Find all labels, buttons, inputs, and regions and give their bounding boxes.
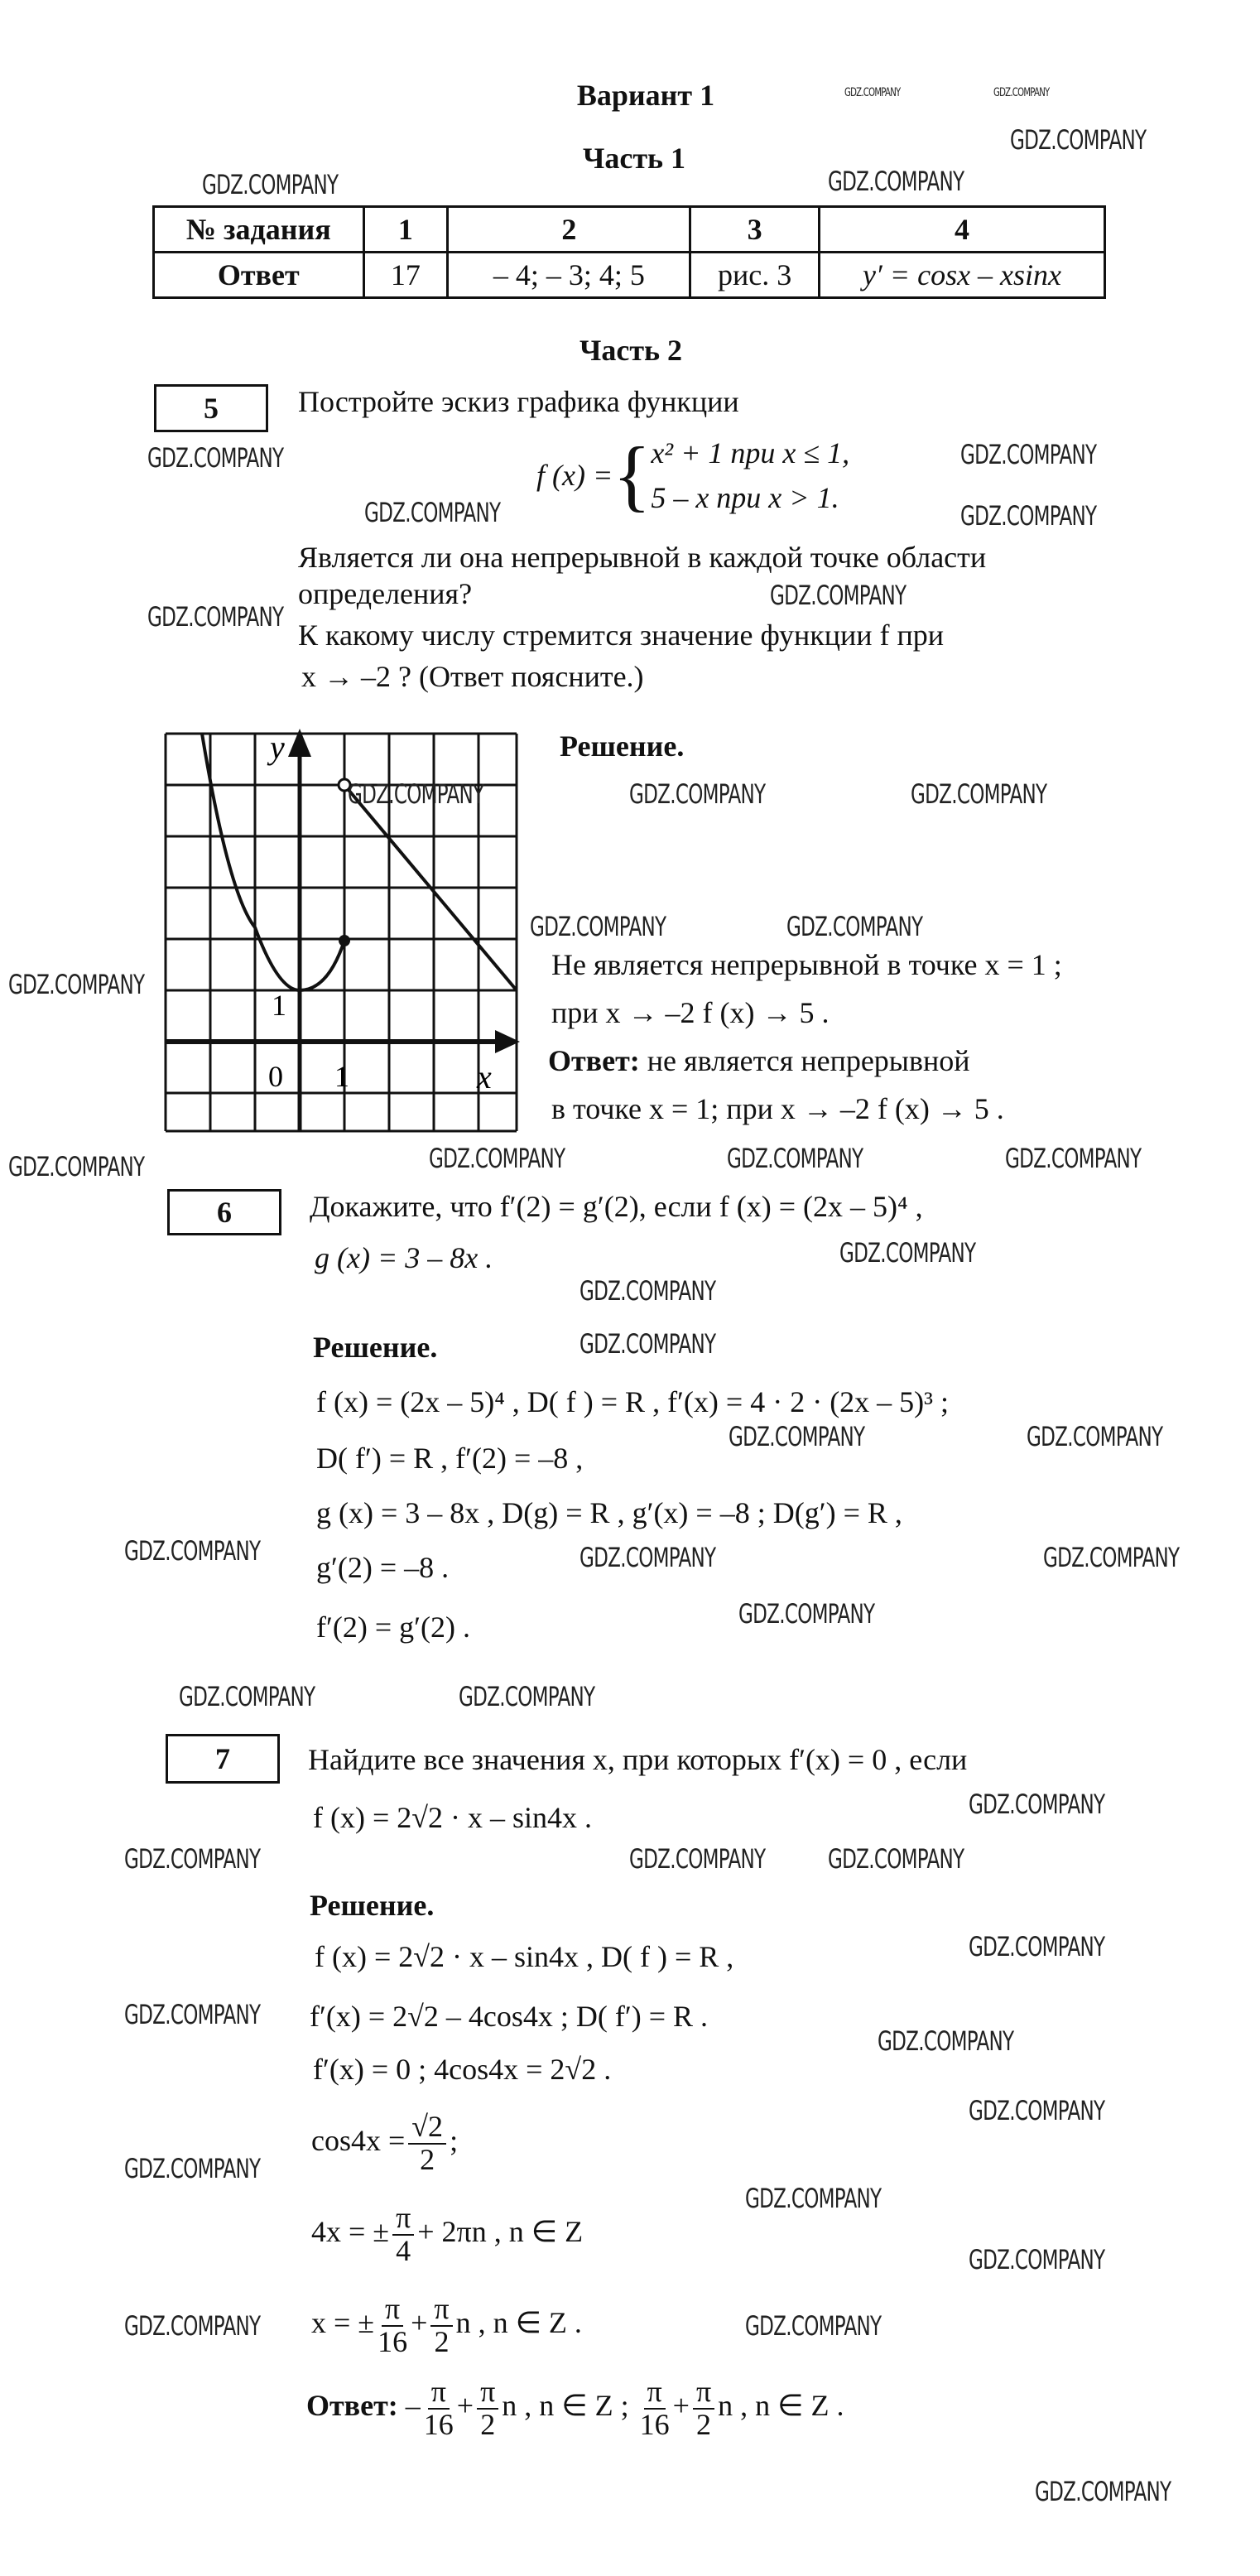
fraction xyxy=(430,2294,452,2358)
numerator: π xyxy=(382,2294,403,2327)
line5-rhs: + 2πn , n ∈ Z xyxy=(417,2215,584,2249)
answers-table xyxy=(152,205,1106,299)
watermark: GDZ.COMPANY xyxy=(1035,2476,1171,2507)
plus: + xyxy=(672,2389,690,2423)
numerator: π xyxy=(693,2376,714,2410)
table-cell: Ответ xyxy=(154,253,364,298)
watermark: GDZ.COMPANY xyxy=(364,497,501,528)
watermark: GDZ.COMPANY xyxy=(960,500,1097,532)
brace: { xyxy=(613,431,652,519)
task6-prompt-2: g (x) = 3 – 8x . xyxy=(315,1241,493,1274)
numerator: π xyxy=(644,2376,666,2410)
task7-prompt-2: f (x) = 2√2 · x – sin4x . xyxy=(313,1801,593,1834)
watermark: GDZ.COMPANY xyxy=(629,1843,766,1875)
cos-lhs: cos4x = xyxy=(311,2124,406,2158)
case-2: 5 – x при x > 1. xyxy=(651,481,839,514)
watermark: GDZ.COMPANY xyxy=(727,1143,863,1174)
fraction xyxy=(408,2111,446,2176)
watermark: GDZ.COMPANY xyxy=(147,442,284,474)
task6-line-4: g′(2) = –8 . xyxy=(316,1551,450,1584)
watermark: GDZ.COMPANY xyxy=(969,2095,1105,2126)
fraction xyxy=(477,2376,498,2441)
task7-line-2: f′(x) = 2√2 – 4cos4x ; D( f′) = R . xyxy=(310,2000,709,2033)
table-cell: рис. 3 xyxy=(690,253,820,298)
numerator: π xyxy=(428,2376,450,2410)
denominator: 4 xyxy=(396,2233,411,2267)
denominator: 2 xyxy=(420,2142,435,2176)
task7-prompt: Найдите все значения x, при которых f′(x) = 0 , если xyxy=(308,1743,968,1776)
numerator: π xyxy=(392,2203,414,2236)
table-cell: y′ = cosx – xsinx xyxy=(819,253,1104,298)
x-label: x xyxy=(477,1058,492,1095)
answer-part-2: n , n ∈ Z . xyxy=(718,2389,844,2423)
watermark: GDZ.COMPANY xyxy=(960,439,1097,470)
line6-lhs: x = ± xyxy=(311,2306,375,2340)
table-cell: 2 xyxy=(448,207,690,253)
task7-line-3: f′(x) = 0 ; 4cos4x = 2√2 . xyxy=(313,2053,612,2086)
origin-label: 0 xyxy=(268,1060,283,1093)
task5-question-1: Является ли она непрерывной в каждой точке области xyxy=(298,541,987,574)
variant-title: Вариант 1 xyxy=(576,79,715,112)
task6-solution-title: Решение. xyxy=(313,1331,438,1364)
task7-line-4 xyxy=(311,2111,458,2176)
fraction xyxy=(693,2376,714,2441)
numerator: π xyxy=(430,2294,452,2327)
minus: – xyxy=(405,2389,421,2423)
denominator: 16 xyxy=(378,2324,408,2358)
task6-line-5: f′(2) = g′(2) . xyxy=(316,1611,470,1644)
watermark: GDZ.COMPANY xyxy=(770,580,907,611)
y-one-label: 1 xyxy=(272,989,286,1022)
denominator: 16 xyxy=(639,2407,670,2441)
answer-part-1: n , n ∈ Z ; xyxy=(502,2389,629,2423)
table-cell: 1 xyxy=(363,207,448,253)
table-cell: – 4; – 3; 4; 5 xyxy=(448,253,690,298)
watermark: GDZ.COMPANY xyxy=(179,1681,315,1712)
task5-solution-title: Решение. xyxy=(560,729,685,763)
watermark: GDZ.COMPANY xyxy=(969,1931,1105,1962)
fraction xyxy=(424,2376,454,2441)
fraction xyxy=(392,2203,414,2267)
table-cell: № задания xyxy=(154,207,364,253)
table-cell: 17 xyxy=(363,253,448,298)
task7-answer xyxy=(306,2376,844,2441)
task7-number: 7 xyxy=(166,1734,280,1784)
watermark: GDZ.COMPANY xyxy=(124,2153,261,2184)
case-1: x² + 1 при x ≤ 1, xyxy=(651,436,850,469)
watermark: GDZ.COMPANY xyxy=(969,2244,1105,2275)
watermark: GDZ.COMPANY xyxy=(429,1143,565,1174)
watermark: GDZ.COMPANY xyxy=(844,86,901,99)
function-lhs: f (x) = xyxy=(536,459,613,492)
watermark: GDZ.COMPANY xyxy=(745,2183,882,2214)
parabola-curve xyxy=(202,734,344,990)
watermark: GDZ.COMPANY xyxy=(828,166,964,197)
task6-line-2: D( f′) = R , f′(2) = –8 , xyxy=(316,1442,584,1475)
table-header-row xyxy=(154,207,1105,253)
x-one-label: 1 xyxy=(334,1060,349,1093)
denominator: 2 xyxy=(434,2324,450,2358)
task5-question-2: определения? xyxy=(298,577,473,610)
line5-lhs: 4x = ± xyxy=(311,2215,390,2249)
watermark: GDZ.COMPANY xyxy=(124,1999,261,2030)
task6-line-3: g (x) = 3 – 8x , D(g) = R , g′(x) = –8 ; D(g′) = R , xyxy=(316,1496,902,1529)
part2-title: Часть 2 xyxy=(579,334,683,367)
table-row xyxy=(154,253,1105,298)
task5-solution-line-1: Не является непрерывной в точке x = 1 ; xyxy=(551,948,1062,981)
watermark: GDZ.COMPANY xyxy=(124,2310,261,2342)
task7-line-5 xyxy=(311,2203,583,2267)
watermark: GDZ.COMPANY xyxy=(911,778,1047,810)
table-cell: 3 xyxy=(690,207,820,253)
line6-rhs: n , n ∈ Z . xyxy=(455,2306,582,2340)
watermark: GDZ.COMPANY xyxy=(629,778,766,810)
task5-function xyxy=(536,431,849,520)
watermark: GDZ.COMPANY xyxy=(878,2025,1014,2057)
answer-text: не является непрерывной xyxy=(639,1044,970,1077)
task5-question-3: К какому числу стремится значение функции f при xyxy=(298,619,945,652)
watermark: GDZ.COMPANY xyxy=(1010,124,1147,156)
closed-point xyxy=(339,935,350,946)
watermark: GDZ.COMPANY xyxy=(786,911,923,942)
watermark: GDZ.COMPANY xyxy=(530,911,666,942)
task7-line-6 xyxy=(311,2294,582,2358)
denominator: 2 xyxy=(696,2407,712,2441)
part1-title: Часть 1 xyxy=(582,142,686,175)
watermark: GDZ.COMPANY xyxy=(8,969,145,1000)
task6-number: 6 xyxy=(167,1189,281,1235)
answer-label: Ответ: xyxy=(548,1044,640,1077)
watermark: GDZ.COMPANY xyxy=(993,86,1050,99)
watermark: GDZ.COMPANY xyxy=(1005,1143,1142,1174)
plus: + xyxy=(411,2306,428,2340)
y-label: y xyxy=(270,729,285,766)
watermark: GDZ.COMPANY xyxy=(729,1421,865,1452)
fraction xyxy=(378,2294,407,2358)
watermark: GDZ.COMPANY xyxy=(580,1542,716,1573)
watermark: GDZ.COMPANY xyxy=(580,1328,716,1360)
cos-end: ; xyxy=(450,2124,459,2158)
watermark: GDZ.COMPANY xyxy=(839,1237,976,1269)
answer-label: Ответ: xyxy=(306,2389,398,2423)
watermark: GDZ.COMPANY xyxy=(124,1843,261,1875)
numerator: π xyxy=(477,2376,498,2410)
watermark: GDZ.COMPANY xyxy=(124,1535,261,1567)
task7-solution-title: Решение. xyxy=(310,1889,435,1922)
task5-prompt: Постройте эскиз графика функции xyxy=(298,385,739,418)
watermark: GDZ.COMPANY xyxy=(459,1681,595,1712)
watermark: GDZ.COMPANY xyxy=(828,1843,964,1875)
watermark: GDZ.COMPANY xyxy=(348,778,484,810)
plus: + xyxy=(456,2389,474,2423)
task5-answer xyxy=(548,1043,970,1078)
watermark: GDZ.COMPANY xyxy=(202,169,339,200)
watermark: GDZ.COMPANY xyxy=(8,1151,145,1182)
task5-number: 5 xyxy=(154,384,268,432)
task5-question-4: x → –2 ? (Ответ поясните.) xyxy=(301,660,644,693)
table-cell: 4 xyxy=(819,207,1104,253)
task7-line-1: f (x) = 2√2 · x – sin4x , D( f ) = R , xyxy=(315,1940,734,1973)
task5-solution-line-2: при x → –2 f (x) → 5 . xyxy=(551,996,830,1029)
watermark: GDZ.COMPANY xyxy=(1043,1542,1180,1573)
watermark: GDZ.COMPANY xyxy=(580,1275,716,1307)
denominator: 2 xyxy=(480,2407,496,2441)
fraction xyxy=(640,2376,670,2441)
watermark: GDZ.COMPANY xyxy=(969,1789,1105,1820)
task6-prompt: Докажите, что f′(2) = g′(2), если f (x) = (2x – 5)⁴ , xyxy=(310,1190,923,1223)
task5-answer-line-2: в точке x = 1; при x → –2 f (x) → 5 . xyxy=(551,1092,1004,1125)
watermark: GDZ.COMPANY xyxy=(1027,1421,1163,1452)
task6-line-1: f (x) = (2x – 5)⁴ , D( f ) = R , f′(x) = 4 · 2 · (2x – 5)³ ; xyxy=(316,1385,949,1418)
watermark: GDZ.COMPANY xyxy=(745,2310,882,2342)
watermark: GDZ.COMPANY xyxy=(738,1598,875,1630)
numerator: √2 xyxy=(408,2111,446,2145)
watermark: GDZ.COMPANY xyxy=(147,601,284,633)
denominator: 16 xyxy=(423,2407,454,2441)
